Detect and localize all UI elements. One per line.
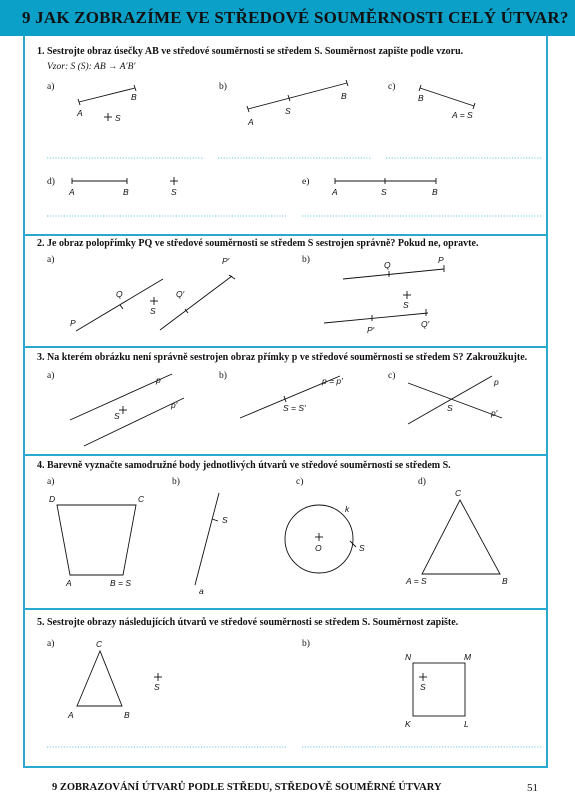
segment-ab [72,178,127,184]
line-label: p′ [491,408,498,418]
point-label: A [332,187,338,197]
point-label: Q′ [176,289,185,299]
point-label: C [138,494,145,504]
item-label: a) [47,477,55,487]
trapezoid [57,505,136,575]
point-label: S [154,682,160,692]
item-label: a) [47,371,55,381]
center-mark [119,406,127,414]
item-label: c) [388,82,396,92]
item-label: b) [172,477,180,487]
point-label: S [420,682,426,692]
line-label: a [199,586,204,596]
point-label: A [77,108,83,118]
point-label: M [464,652,472,662]
task-3-text: 3. Na kterém obrázku není správně sestrojen obraz přímky p ve středové souměrnosti se středem S? Zakroužkujte. [37,352,528,363]
item-label: a) [47,639,55,649]
line-label: p [494,377,499,387]
line-p [408,376,492,424]
point-label: B [502,576,508,586]
point-label: Q [116,289,123,299]
point-label: P′ [222,256,230,266]
line-a [195,493,219,585]
item-label: b) [302,255,310,265]
item-label: c) [388,371,396,381]
center-tick [212,519,218,521]
line-label: p = p′ [322,376,343,386]
point-label: A [68,710,74,720]
center-mark [154,673,162,681]
ray-image [324,309,428,323]
page-title: 9 JAK ZOBRAZÍME VE STŘEDOVÉ SOUMĚRNOSTI CELÝ ÚTVAR? [22,8,569,27]
segment-ab [247,80,348,112]
ray-pq [76,279,163,331]
item-label: b) [302,639,310,649]
item-label: a) [47,82,55,92]
ray-image [160,275,235,330]
point-label: S [114,411,120,421]
item-label: b) [219,371,227,381]
page-footer [0,774,575,800]
point-label: O [315,543,322,553]
point-label: A = S [452,110,473,120]
circle-label: k [345,504,350,514]
point-label: S [171,187,177,197]
task-2-text: 2. Je obraz polopřímky PQ ve středové souměrnosti se středem S sestrojen správně? Pokud ne, opravte. [37,238,479,249]
task-3-figures [47,370,502,446]
line-label: p′ [171,400,178,410]
point-label: S [403,300,409,310]
point-label: A [69,187,75,197]
point-label: B [124,710,130,720]
task-1-text: 1. Sestrojte obraz úsečky AB ve středové souměrnosti se středem S. Souměrnost zapište podle vzoru. [37,46,464,57]
answer-lines [47,158,541,216]
center-mark [315,533,323,541]
line-p-image [84,398,184,446]
point-label: S [115,113,121,123]
footer-title: 9 ZOBRAZOVÁNÍ ÚTVARŮ PODLE STŘEDU, STŘEDOVĚ SOUMĚRNÉ ÚTVARY [52,782,442,793]
point-label: P [70,318,76,328]
triangle [422,500,500,574]
point-label: C [455,488,462,498]
item-label: b) [219,82,227,92]
item-label: c) [296,477,304,487]
page-number: 51 [527,782,538,794]
point-label: A [248,117,254,127]
item-label: d) [47,177,55,187]
point-label: L [464,719,469,729]
point-label: B [123,187,129,197]
point-label: K [405,719,411,729]
center-mark [104,113,112,121]
point-label: Q [384,260,391,270]
center-mark [403,291,411,299]
task-5-text: 5. Sestrojte obrazy následujících útvarů ve středové souměrnosti se středem S. Souměrnost zapište. [37,617,459,628]
task-2-figures [47,254,444,335]
ray-pq [343,265,444,279]
point-label: S [447,403,453,413]
point-label: B [432,187,438,197]
point-label: P′ [367,325,375,335]
task-1-pattern: Vzor: S (S): AB → A′B′ [47,62,136,72]
segment-ab [335,178,436,184]
center-mark [170,177,178,185]
item-label: e) [302,177,310,187]
point-label: B [341,91,347,101]
point-label: S [285,106,291,116]
item-label: a) [47,255,55,265]
center-mark [419,673,427,681]
point-label: Q′ [421,319,430,329]
point-label: S [381,187,387,197]
task-5-figures [47,638,541,747]
point-label: S [359,543,365,553]
point-label: B [131,92,137,102]
point-label: S = S′ [283,403,306,413]
segment-ab [419,85,475,109]
point-label: P [438,255,444,265]
point-label: N [405,652,412,662]
task-4-text: 4. Barevně vyznačte samodružné body jednotlivých útvarů ve středové souměrnosti se středem S. [37,460,451,471]
line-label: p [156,375,161,385]
triangle-abc [77,651,122,706]
center-mark [150,297,158,305]
line-p-image [408,383,502,418]
point-label: B [418,93,424,103]
point-label: C [96,639,103,649]
point-label: A = S [406,576,427,586]
task-1-figures [47,80,541,216]
segment-ab [78,85,136,105]
task-4-figures [47,476,508,596]
point-label: S [222,515,228,525]
point-label: A [66,578,72,588]
point-label: B = S [110,578,132,588]
point-label: S [150,306,156,316]
point-label: D [49,494,56,504]
item-label: d) [418,477,426,487]
